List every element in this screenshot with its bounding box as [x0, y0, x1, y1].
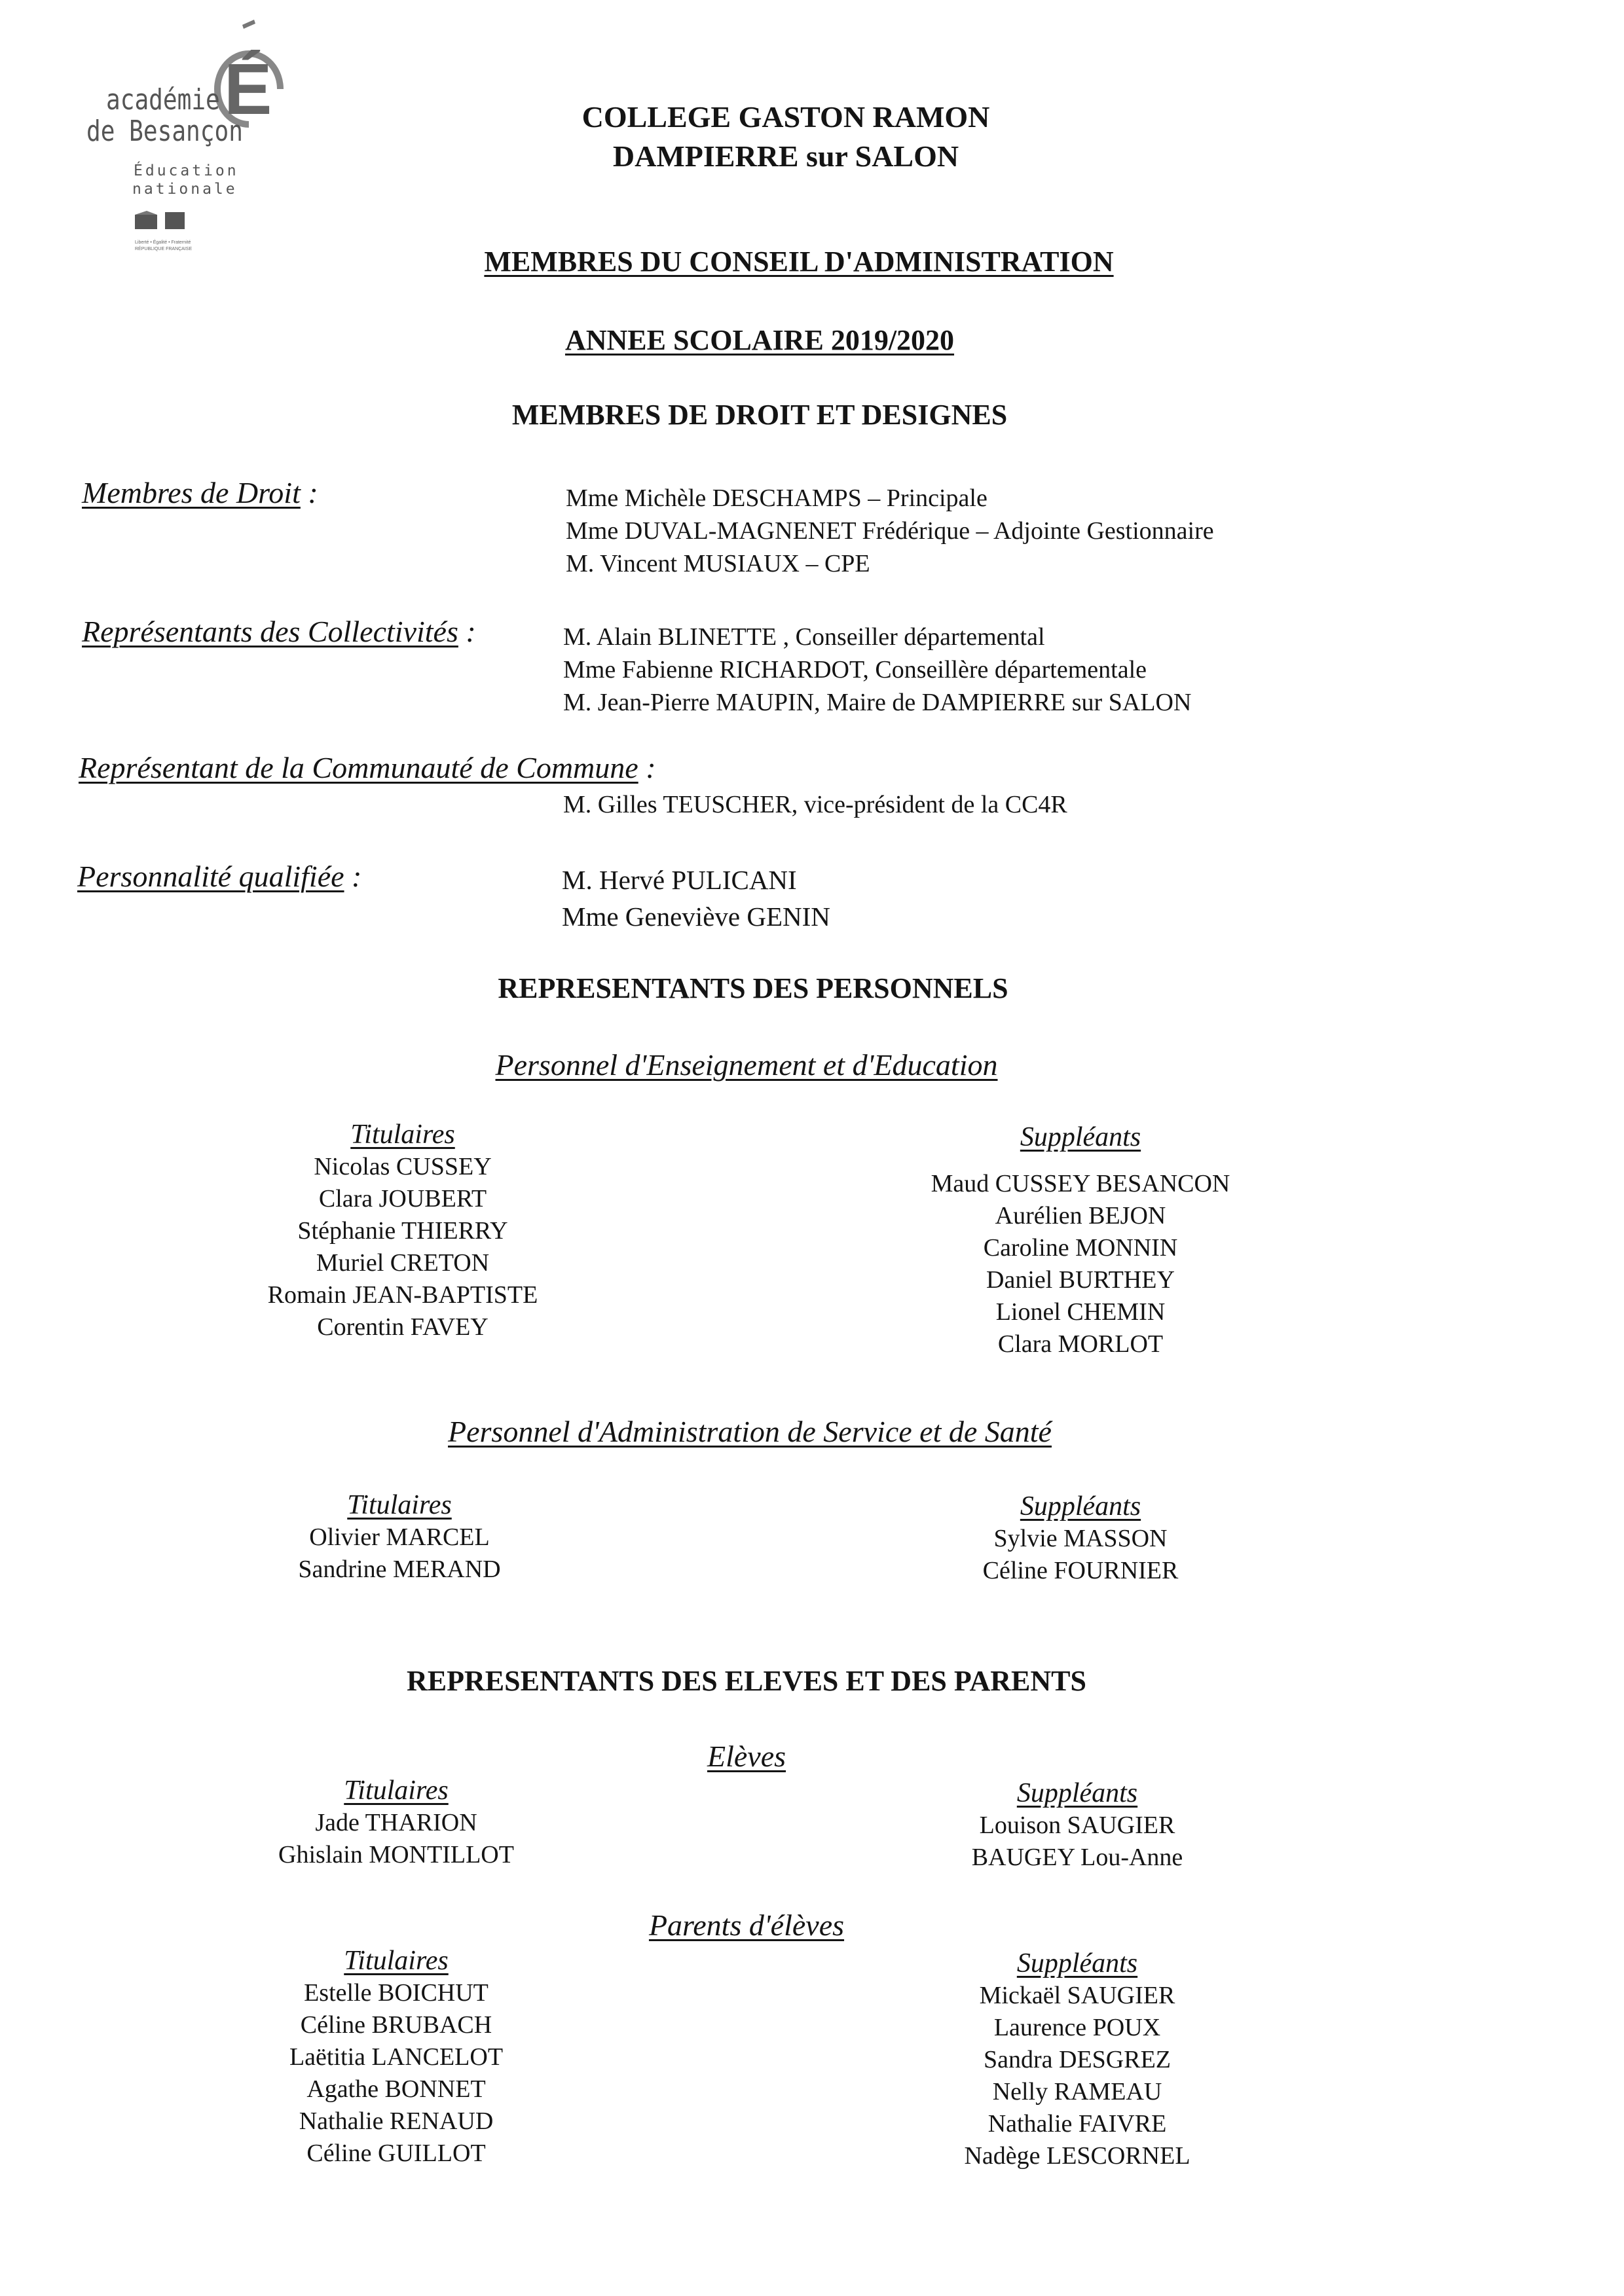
subheading-eleves: Elèves [707, 1740, 786, 1773]
administration-titulaires [196, 1489, 602, 1586]
communaute-value: M. Gilles TEUSCHER, vice-président de la CC4R [563, 791, 1067, 818]
section-heading-droit: MEMBRES DE DROIT ET DESIGNES [511, 399, 1008, 431]
list-item: Sandrine MERAND [298, 1556, 501, 1583]
label-colon: : [352, 860, 362, 893]
education-word: Éducation [134, 162, 239, 179]
school-name: COLLEGE GASTON RAMON [581, 100, 990, 134]
suppleants-heading: Suppléants [1016, 1948, 1138, 1978]
label-collectivites-text: Représentants des Collectivités [82, 615, 458, 648]
list-item: M. Jean-Pierre MAUPIN, Maire de DAMPIERRE sur SALON [563, 689, 1192, 716]
titulaires-heading: Titulaires [344, 1776, 449, 1806]
subheading-parents: Parents d'élèves [648, 1908, 845, 1942]
list-item: Lionel CHEMIN [995, 1298, 1166, 1326]
parents-suppleants [868, 1947, 1287, 2172]
list-item: M. Vincent MUSIAUX – CPE [566, 550, 870, 577]
label-collectivites [82, 614, 476, 649]
subheading-enseignement: Personnel d'Enseignement et d'Education [495, 1048, 998, 1082]
list-item: Céline BRUBACH [300, 2011, 492, 2039]
list-item: Mickaël SAUGIER [979, 1982, 1175, 2009]
list-item: Clara MORLOT [997, 1330, 1164, 1358]
suppleants-heading: Suppléants [1020, 1122, 1141, 1152]
nationale-word: nationale [132, 181, 238, 198]
list-item: Caroline MONNIN [983, 1234, 1178, 1262]
suppleants-heading: Suppléants [1020, 1491, 1141, 1522]
list-item: Nathalie RENAUD [299, 2107, 494, 2135]
list-item: Mme Geneviève GENIN [562, 902, 830, 932]
titulaires-heading: Titulaires [350, 1120, 455, 1150]
list-item: Sylvie MASSON [993, 1525, 1168, 1552]
label-colon: : [308, 476, 318, 509]
label-colon: : [466, 615, 476, 648]
section-heading-personnels: REPRESENTANTS DES PERSONNELS [498, 972, 1008, 1004]
list-item: Stéphanie THIERRY [297, 1217, 508, 1245]
besancon-word: de Besançon [86, 115, 243, 148]
list-item: Ghislain MONTILLOT [278, 1841, 514, 1868]
list-item: Olivier MARCEL [309, 1523, 490, 1551]
list-item: Agathe BONNET [306, 2075, 486, 2103]
list-item: Mme DUVAL-MAGNENET Frédérique – Adjointe Gestionnaire [566, 517, 1214, 545]
school-town: DAMPIERRE sur SALON [612, 139, 959, 173]
list-item: Céline FOURNIER [982, 1557, 1179, 1584]
academie-e-letter: É [224, 49, 272, 130]
suppleants-heading: Suppléants [1016, 1778, 1138, 1808]
academie-word: académie [106, 83, 220, 117]
list-item: Mme Fabienne RICHARDOT, Conseillère départementale [563, 656, 1147, 683]
academie-logo [79, 20, 295, 255]
qualifiee-list [562, 862, 830, 935]
list-item: Aurélien BEJON [995, 1202, 1166, 1230]
enseignement-suppleants [871, 1121, 1290, 1360]
list-item: M. Alain BLINETTE , Conseiller départemental [563, 623, 1045, 651]
list-item: Corentin FAVEY [317, 1313, 489, 1341]
list-item: Nicolas CUSSEY [314, 1153, 492, 1180]
list-item: Daniel BURTHEY [986, 1266, 1175, 1294]
subheading-administration: Personnel d'Administration de Service et de Santé [448, 1415, 1052, 1448]
list-item: Mme Michèle DESCHAMPS – Principale [566, 484, 987, 512]
label-qualifiee [77, 859, 361, 894]
marianne-icon [135, 210, 187, 232]
list-item: Maud CUSSEY BESANCON [931, 1170, 1230, 1197]
list-item: Muriel CRETON [316, 1249, 490, 1277]
list-item: Estelle BOICHUT [304, 1979, 489, 2007]
parents-titulaires [190, 1944, 602, 2170]
republique-devise: Liberté • Égalité • Fraternité [135, 240, 191, 245]
label-communaute [79, 750, 656, 785]
list-item: Céline GUILLOT [306, 2140, 486, 2167]
label-qualifiee-text: Personnalité qualifiée [77, 860, 344, 893]
list-item: Nadège LESCORNEL [964, 2142, 1190, 2170]
page-title: MEMBRES DU CONSEIL D'ADMINISTRATION [484, 246, 1114, 278]
membres-droit-list [566, 482, 1214, 580]
list-item: Laëtitia LANCELOT [289, 2043, 504, 2071]
list-item: Nathalie FAIVRE [987, 2110, 1167, 2138]
school-year: ANNEE SCOLAIRE 2019/2020 [564, 324, 955, 356]
list-item: Laurence POUX [993, 2014, 1161, 2041]
list-item: Romain JEAN-BAPTISTE [267, 1281, 538, 1309]
list-item: Clara JOUBERT [318, 1185, 487, 1212]
list-item: Jade THARION [315, 1809, 477, 1836]
list-item: M. Hervé PULICANI [562, 865, 797, 895]
list-item: Nelly RAMEAU [992, 2078, 1162, 2105]
section-heading-eleves-parents: REPRESENTANTS DES ELEVES ET DES PARENTS [407, 1665, 1086, 1697]
administration-suppleants [871, 1490, 1290, 1587]
eleves-suppleants [868, 1777, 1287, 1874]
collectivites-list [563, 621, 1191, 719]
eleves-titulaires [190, 1774, 602, 1871]
titulaires-heading: Titulaires [344, 1946, 449, 1976]
label-colon: : [646, 751, 656, 784]
republique-francaise: RÉPUBLIQUE FRANÇAISE [135, 247, 193, 251]
list-item: BAUGEY Lou-Anne [971, 1844, 1183, 1871]
label-communaute-text: Représentant de la Communauté de Commune [79, 751, 638, 784]
enseignement-titulaires [196, 1118, 609, 1343]
label-membres-droit [82, 475, 318, 510]
titulaires-heading: Titulaires [347, 1490, 452, 1520]
label-membres-droit-text: Membres de Droit [82, 476, 301, 509]
list-item: Louison SAUGIER [979, 1812, 1175, 1839]
list-item: Sandra DESGREZ [983, 2046, 1172, 2073]
